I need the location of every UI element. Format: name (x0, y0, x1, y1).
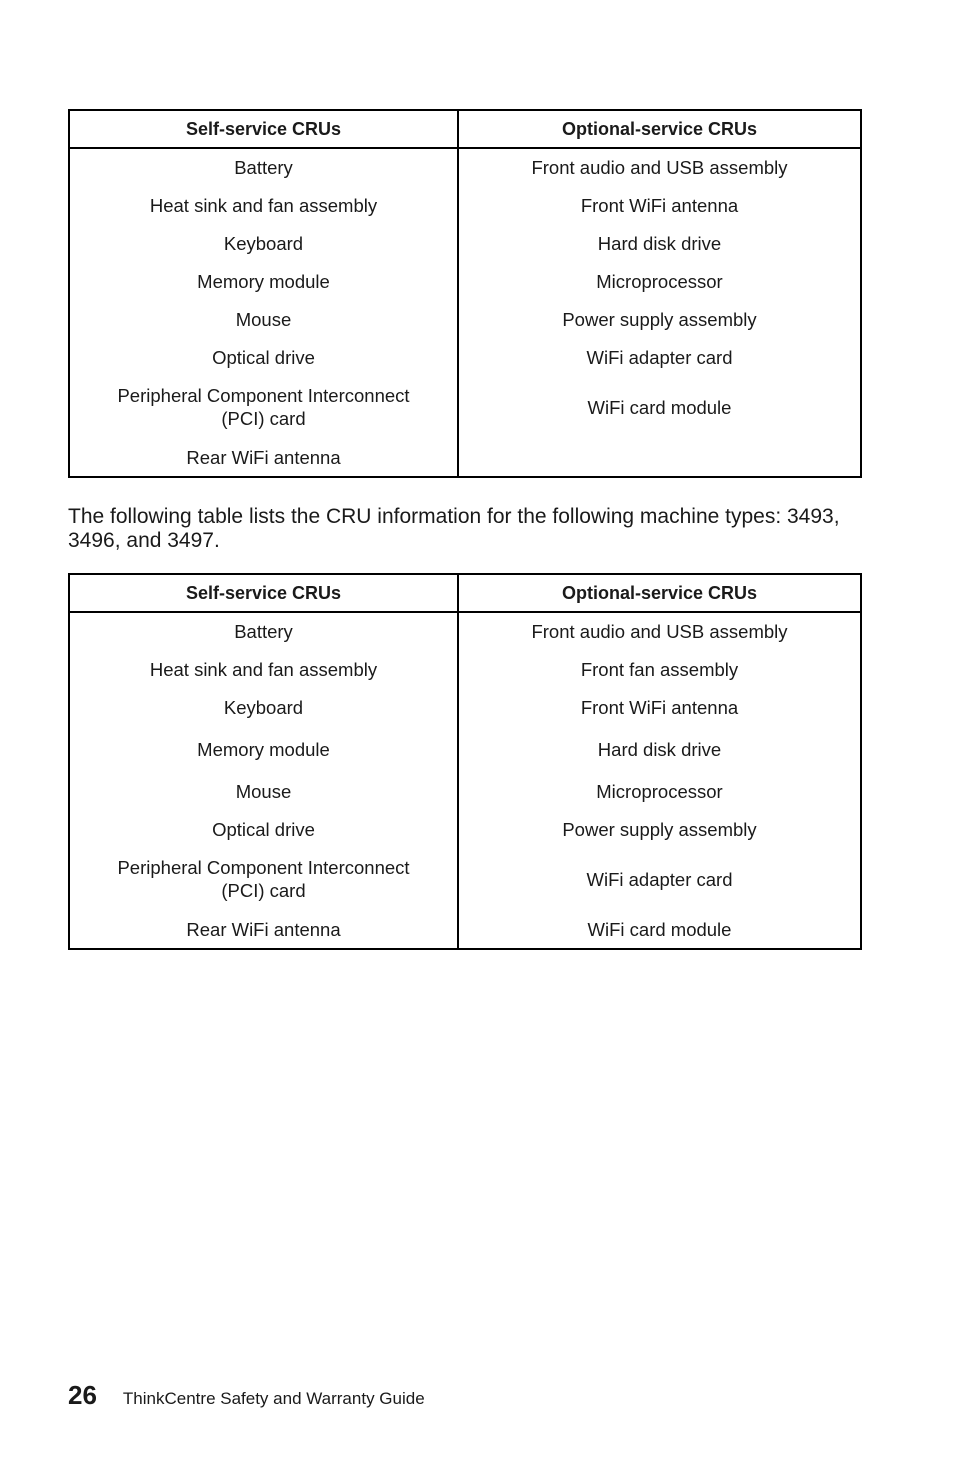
self-service-cell: Battery (69, 612, 458, 650)
self-service-cell: Keyboard (69, 224, 458, 262)
self-service-cell: Peripheral Component Interconnect (PCI) card (69, 848, 458, 910)
optional-service-cell: Microprocessor (596, 270, 723, 292)
header-self-service: Self-service CRUs (69, 110, 458, 148)
table-row (69, 186, 861, 224)
table-row (69, 376, 861, 438)
self-service-cell: Mouse (69, 772, 458, 810)
cru-table-1 (68, 109, 862, 478)
table-header-row (69, 574, 861, 612)
optional-service-cell: Microprocessor (596, 780, 723, 802)
header-self-service: Self-service CRUs (69, 574, 458, 612)
intro-paragraph: The following table lists the CRU information for the following machine types: 3493, 3496, and 3497. (68, 505, 840, 552)
self-service-cell: Battery (69, 148, 458, 186)
table-row (69, 772, 861, 810)
table-row (69, 848, 861, 910)
page-number: 26 (68, 1380, 97, 1410)
header-optional-service: Optional-service CRUs (458, 574, 861, 612)
table-row (69, 438, 861, 477)
table-row (69, 338, 861, 376)
self-service-cell: Heat sink and fan assembly (69, 186, 458, 224)
table-row (69, 726, 861, 772)
header-optional-service: Optional-service CRUs (458, 110, 861, 148)
self-service-cell: Optical drive (69, 810, 458, 848)
table-row (69, 300, 861, 338)
optional-service-cell: Front audio and USB assembly (531, 157, 788, 178)
page-footer (68, 1380, 425, 1411)
table-header-row (69, 110, 861, 148)
self-service-cell: Keyboard (69, 688, 458, 726)
self-service-cell: Heat sink and fan assembly (69, 650, 458, 688)
table-row (69, 262, 861, 300)
guide-title: ThinkCentre Safety and Warranty Guide (122, 1389, 425, 1408)
optional-service-cell: Power supply assembly (562, 308, 757, 330)
cru-table-2 (68, 573, 862, 950)
self-service-cell: Peripheral Component Interconnect (PCI) card (69, 376, 458, 438)
table-row (69, 650, 861, 688)
optional-service-cell: Front WiFi antenna (580, 696, 739, 718)
table-row (69, 612, 861, 650)
optional-service-cell: WiFi card module (587, 396, 732, 418)
table-row (69, 148, 861, 186)
optional-service-cell: WiFi adapter card (586, 346, 733, 368)
self-service-cell: Rear WiFi antenna (69, 438, 458, 477)
table-row (69, 224, 861, 262)
optional-service-cell: Front audio and USB assembly (531, 621, 788, 642)
optional-service-cell: Front WiFi antenna (580, 194, 739, 216)
self-service-cell: Mouse (69, 300, 458, 338)
self-service-cell: Memory module (69, 726, 458, 772)
optional-service-cell: Power supply assembly (562, 818, 757, 840)
self-service-cell: Rear WiFi antenna (69, 910, 458, 949)
optional-service-cell: Front fan assembly (580, 658, 739, 680)
optional-service-cell: WiFi card module (587, 918, 732, 940)
optional-service-cell: WiFi adapter card (586, 868, 733, 890)
optional-service-cell: Hard disk drive (597, 232, 722, 254)
self-service-cell: Optical drive (69, 338, 458, 376)
optional-service-cell: Hard disk drive (597, 738, 722, 760)
self-service-cell: Memory module (69, 262, 458, 300)
optional-service-cell (458, 438, 861, 477)
table-row (69, 910, 861, 949)
table-row (69, 810, 861, 848)
table-row (69, 688, 861, 726)
